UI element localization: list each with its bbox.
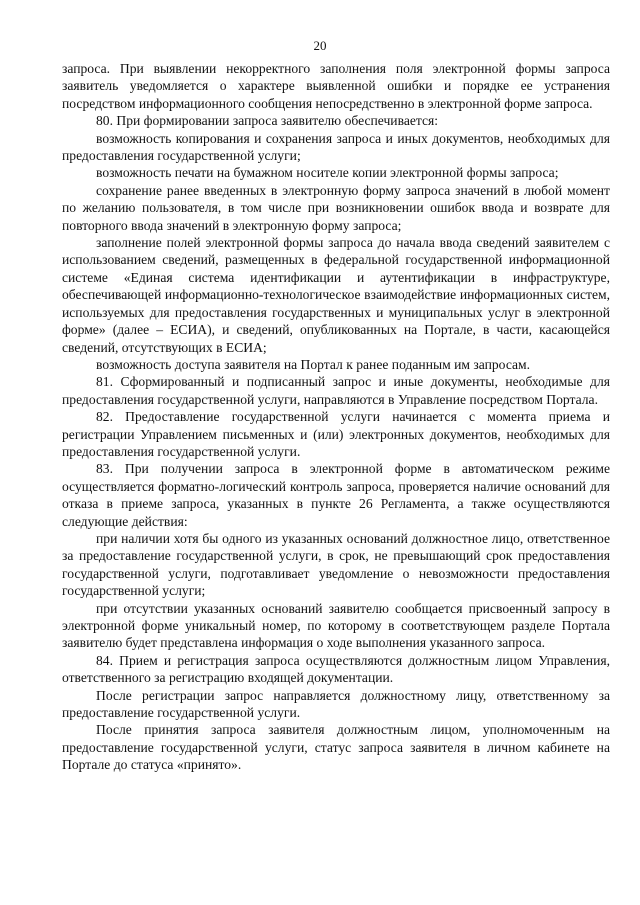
- paragraph-item-84: 84. Прием и регистрация запроса осуществляются должностным лицом Управления, ответственного за регистрацию входящей документации.: [62, 652, 610, 686]
- paragraph-access-requests: возможность доступа заявителя на Портал к ранее поданным им запросам.: [96, 356, 531, 372]
- paragraph-save-values: сохранение ранее введенных в электронную форму запроса значений в любой момент по желанию пользователя, в том числе при возникновении ошибок ввода и возврате для повторного ввода значений в электронную форму запроса;: [62, 182, 610, 233]
- paragraph-item-80: 80. При формировании запроса заявителю обеспечивается:: [96, 113, 439, 129]
- paragraph-print: возможность печати на бумажном носителе копии электронной формы запроса;: [96, 165, 559, 181]
- page-number: 20: [313, 38, 327, 53]
- paragraph-item-83: 83. При получении запроса в электронной форме в автоматическом режиме осуществляется форматно-логический контроль запроса, проверяется наличие оснований для отказа в приеме запроса, указанных в пункте 26 Регламента, а также осуществляются следующие действия:: [62, 461, 610, 529]
- paragraph-refusal-notice: при наличии хотя бы одного из указанных оснований должностное лицо, ответственное за предоставление государственной услуги, в срок, не превышающий срок предоставления государственной услуги, подготавливает уведомление о невозможности предоставления государственной услуги;: [62, 530, 610, 599]
- paragraph-autofill-esia: заполнение полей электронной формы запроса до начала ввода сведений заявителем с использованием сведений, размещенных в федеральной государственной информационной системе «Единая система идентификации и аутентификации в инфраструктуре, обеспечивающей информационно-технологическое взаимодействие информационных систем, используемых для предоставления государственных и муниципальных услуг в электронной форме» (далее – ЕСИА), и сведений, опубликованных на Портале, в части, касающейся сведений, отсутствующих в ЕСИА;: [62, 235, 610, 355]
- paragraph-item-81: 81. Сформированный и подписанный запрос и иные документы, необходимые для предоставления государственной услуги, направляются в Управление посредством Портала.: [62, 374, 610, 407]
- paragraph-after-registration: После регистрации запрос направляется должностному лицу, ответственному за предоставление государственной услуги.: [62, 687, 610, 721]
- paragraph-after-acceptance: После принятия запроса заявителя должностным лицом, уполномоченным на предоставление государственной услуги, статус запроса заявителя в личном кабинете на Портале до статуса «принято».: [62, 722, 610, 773]
- paragraph-continuation: запроса. При выявлении некорректного заполнения поля электронной формы запроса заявитель уведомляется о характере выявленной ошибки и порядке ее устранения посредством информационного сообщения непосредственно в электронной форме запроса.: [62, 61, 610, 111]
- paragraph-unique-number: при отсутствии указанных оснований заявителю сообщается присвоенный запросу в электронной форме уникальный номер, по которому в соответствующем разделе Портала заявителю будет представлена информация о ходе выполнения указанного запроса.: [62, 600, 610, 651]
- paragraph-copy-save: возможность копирования и сохранения запроса и иных документов, необходимых для предоставления государственной услуги;: [62, 130, 610, 164]
- document-body: [62, 60, 610, 774]
- paragraph-item-82: 82. Предоставление государственной услуги начинается с момента приема и регистрации Управлением письменных и (или) электронных документов, необходимых для предоставления государственной услуги.: [62, 409, 610, 459]
